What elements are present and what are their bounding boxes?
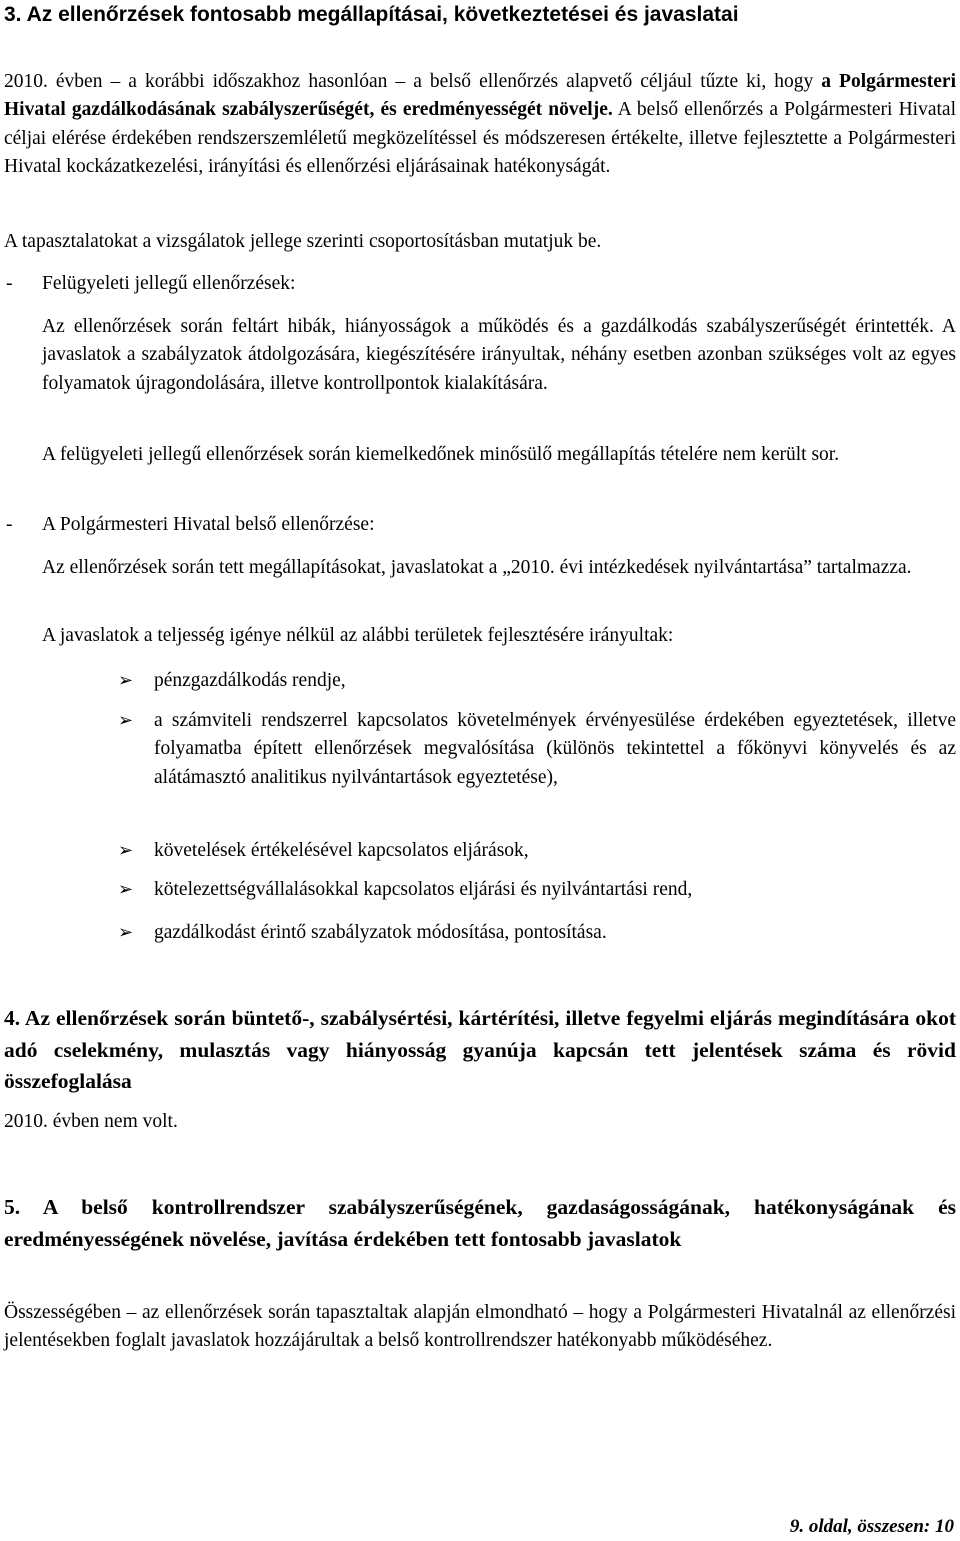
intro-text-2: A belső ellenőrzés a Polgármesteri Hivatal céljai elérése érdekében rendszerszemléletű megközelítéssel és módszeresen értékelte, illetve fejlesztette a Polgármesteri Hivatal kockázatkezelési, irányítási és ellenőrzési eljárásainak hatékonyságát.: [4, 99, 956, 178]
bullet-item-1: pénzgazdálkodás rendje,: [154, 670, 346, 691]
internal-audit-paragraph-2: A javaslatok a teljesség igénye nélkül az alábbi területek fejlesztésére irányultak:: [42, 625, 674, 646]
section-5-heading: 5. A belső kontrollrendszer szabályszerűségének, gazdaságosságának, hatékonyságának és eredményességének növelése, javítása érdekében tett fontosabb javaslatok: [4, 1195, 956, 1251]
page-footer: 9. oldal, összesen: 10: [789, 1516, 954, 1537]
bullet-item-3: követelések értékelésével kapcsolatos eljárások,: [154, 840, 529, 861]
internal-audit-label: A Polgármesteri Hivatal belső ellenőrzése:: [42, 514, 375, 535]
internal-audit-paragraph-1: Az ellenőrzések során tett megállapításokat, javaslatokat a „2010. évi intézkedések nyilvántartása” tartalmazza.: [42, 557, 912, 578]
grouping-sentence: A tapasztalatokat a vizsgálatok jellege szerinti csoportosításban mutatjuk be.: [4, 231, 602, 252]
arrow-bullet-icon: ➢: [118, 840, 134, 861]
section-4-heading: 4. Az ellenőrzések során büntető-, szabálysértési, kártérítési, illetve fegyelmi eljárás megindítására okot adó cselekmény, mulasztás vagy hiányosság gyanúja kapcsán tett jelentések száma és rövid összefoglalása: [4, 1006, 956, 1094]
arrow-bullet-icon: ➢: [118, 879, 134, 900]
bullet-item-2: a számviteli rendszerrel kapcsolatos követelmények érvényesülése érdekében egyeztetések, illetve folyamatba épített ellenőrzések megvalósítása (különös tekintettel a főkönyvi könyvelés és az alátámasztó analitikus nyilvántartások egyeztetése),: [154, 710, 956, 788]
supervisory-paragraph-1: Az ellenőrzések során feltárt hibák, hiányosságok a működés és a gazdálkodás szabályszerűségét érintették. A javaslatok a szabályzatok átdolgozására, kiegészítésére irányultak, néhány esetben azonban szükséges volt az egyes folyamatok újragondolására, illetve kontrollpontok kialakítására.: [42, 316, 956, 394]
dash-marker-2: -: [6, 514, 13, 535]
dash-marker-1: -: [6, 273, 13, 294]
supervisory-label: Felügyeleti jellegű ellenőrzések:: [42, 273, 296, 294]
section-3-heading: 3. Az ellenőrzések fontosabb megállapításai, következtetései és javaslatai: [4, 3, 739, 26]
section-5-text: Összességében – az ellenőrzések során tapasztaltak alapján elmondható – hogy a Polgármesteri Hivatalnál az ellenőrzési jelentésekben foglalt javaslatok hozzájárultak a belső kontrollrendszer hatékonyabb működéséhez.: [4, 1302, 956, 1352]
intro-paragraph: [4, 68, 956, 298]
arrow-bullet-icon: ➢: [118, 670, 134, 691]
bullet-item-4: kötelezettségvállalásokkal kapcsolatos eljárási és nyilvántartási rend,: [154, 879, 693, 900]
arrow-bullet-icon: ➢: [118, 922, 134, 943]
section-4-text: 2010. évben nem volt.: [4, 1111, 178, 1132]
bullet-item-5: gazdálkodást érintő szabályzatok módosítása, pontosítása.: [154, 922, 607, 943]
intro-bold-text: a Polgármesteri Hivatal gazdálkodásának szabályszerűségét, és eredményességét növelje.: [4, 71, 956, 121]
supervisory-paragraph-2: A felügyeleti jellegű ellenőrzések során kiemelkedőnek minősülő megállapítás tételére nem került sor.: [42, 444, 840, 465]
intro-text-1: 2010. évben – a korábbi időszakhoz hasonlóan – a belső ellenőrzés alapvető céljául tűzte ki, hogy: [4, 71, 822, 92]
arrow-bullet-icon: ➢: [118, 710, 134, 731]
